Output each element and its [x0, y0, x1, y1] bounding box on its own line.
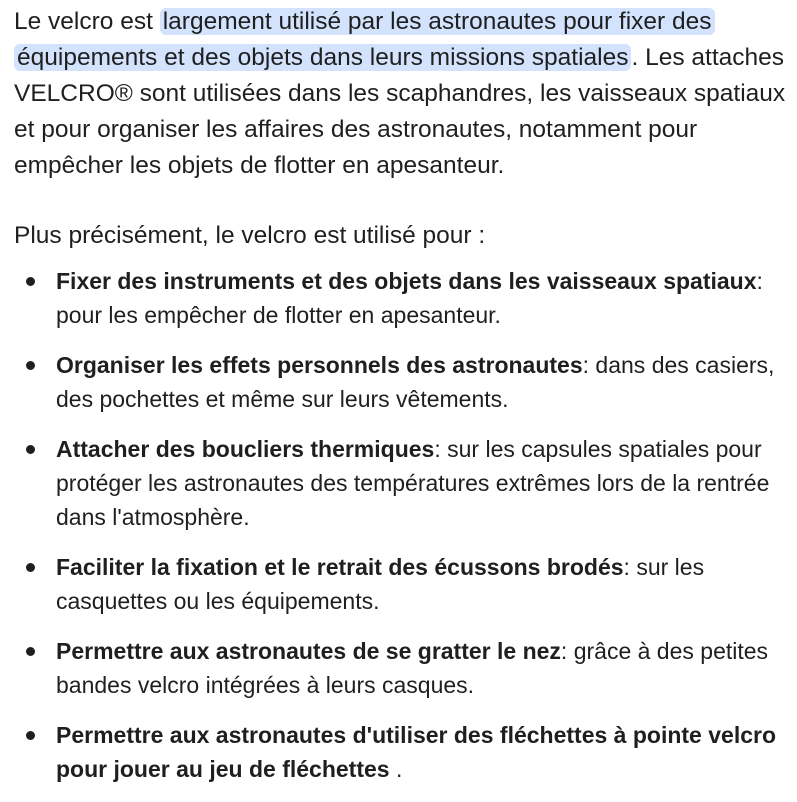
item-bold: Attacher des boucliers thermiques — [56, 436, 435, 462]
item-bold: Permettre aux astronautes de se gratter le nez — [56, 638, 561, 664]
item-bold: Permettre aux astronautes d'utiliser des fléchettes à pointe velcro pour jouer au jeu de fléchettes — [56, 722, 776, 782]
highlighted-text[interactable]: largement utilisé par les astronautes pour fixer des équipements et des objets dans leurs missions spatiales — [14, 8, 715, 71]
item-text: : grâce à des petites bandes velcro intégrées à leurs casques. — [56, 638, 769, 698]
subheading: Plus précisément, le velcro est utilisé pour : — [14, 222, 486, 249]
item-bold: Faciliter la fixation et le retrait des écussons brodés — [56, 554, 624, 580]
item-bold: Fixer des instruments et des objets dans les vaisseaux spatiaux — [56, 268, 757, 294]
response-content — [14, 4, 789, 802]
list-item — [14, 432, 789, 534]
intro-suffix: . Les attaches VELCRO® sont utilisées dans les scaphandres, les vaisseaux spatiaux et pour organiser les affaires des astronautes, notamment pour empêcher les objets de flotter en apesanteur. — [14, 44, 786, 179]
bullet-icon — [26, 361, 35, 370]
item-text: : sur les capsules spatiales pour protéger les astronautes des températures extrêmes lors de la rentrée dans l'atmosphère. — [56, 436, 770, 530]
item-text: : pour les empêcher de flotter en apesanteur. — [56, 268, 763, 328]
bullet-list — [14, 264, 789, 786]
list-item — [14, 348, 789, 416]
bullet-icon — [26, 647, 35, 656]
intro-prefix: Le velcro est — [14, 8, 160, 35]
list-item — [14, 550, 789, 618]
bullet-icon — [26, 731, 35, 740]
list-item — [14, 634, 789, 702]
bullet-icon — [26, 563, 35, 572]
item-bold: Organiser les effets personnels des astronautes — [56, 352, 583, 378]
bullet-icon — [26, 445, 35, 454]
item-text: : sur les casquettes ou les équipements. — [56, 554, 705, 614]
intro-paragraph — [14, 4, 789, 184]
item-text: . — [389, 756, 403, 782]
bullet-icon — [26, 277, 35, 286]
list-item — [14, 264, 789, 332]
item-text: : dans des casiers, des pochettes et même sur leurs vêtements. — [56, 352, 775, 412]
list-item — [14, 718, 789, 786]
